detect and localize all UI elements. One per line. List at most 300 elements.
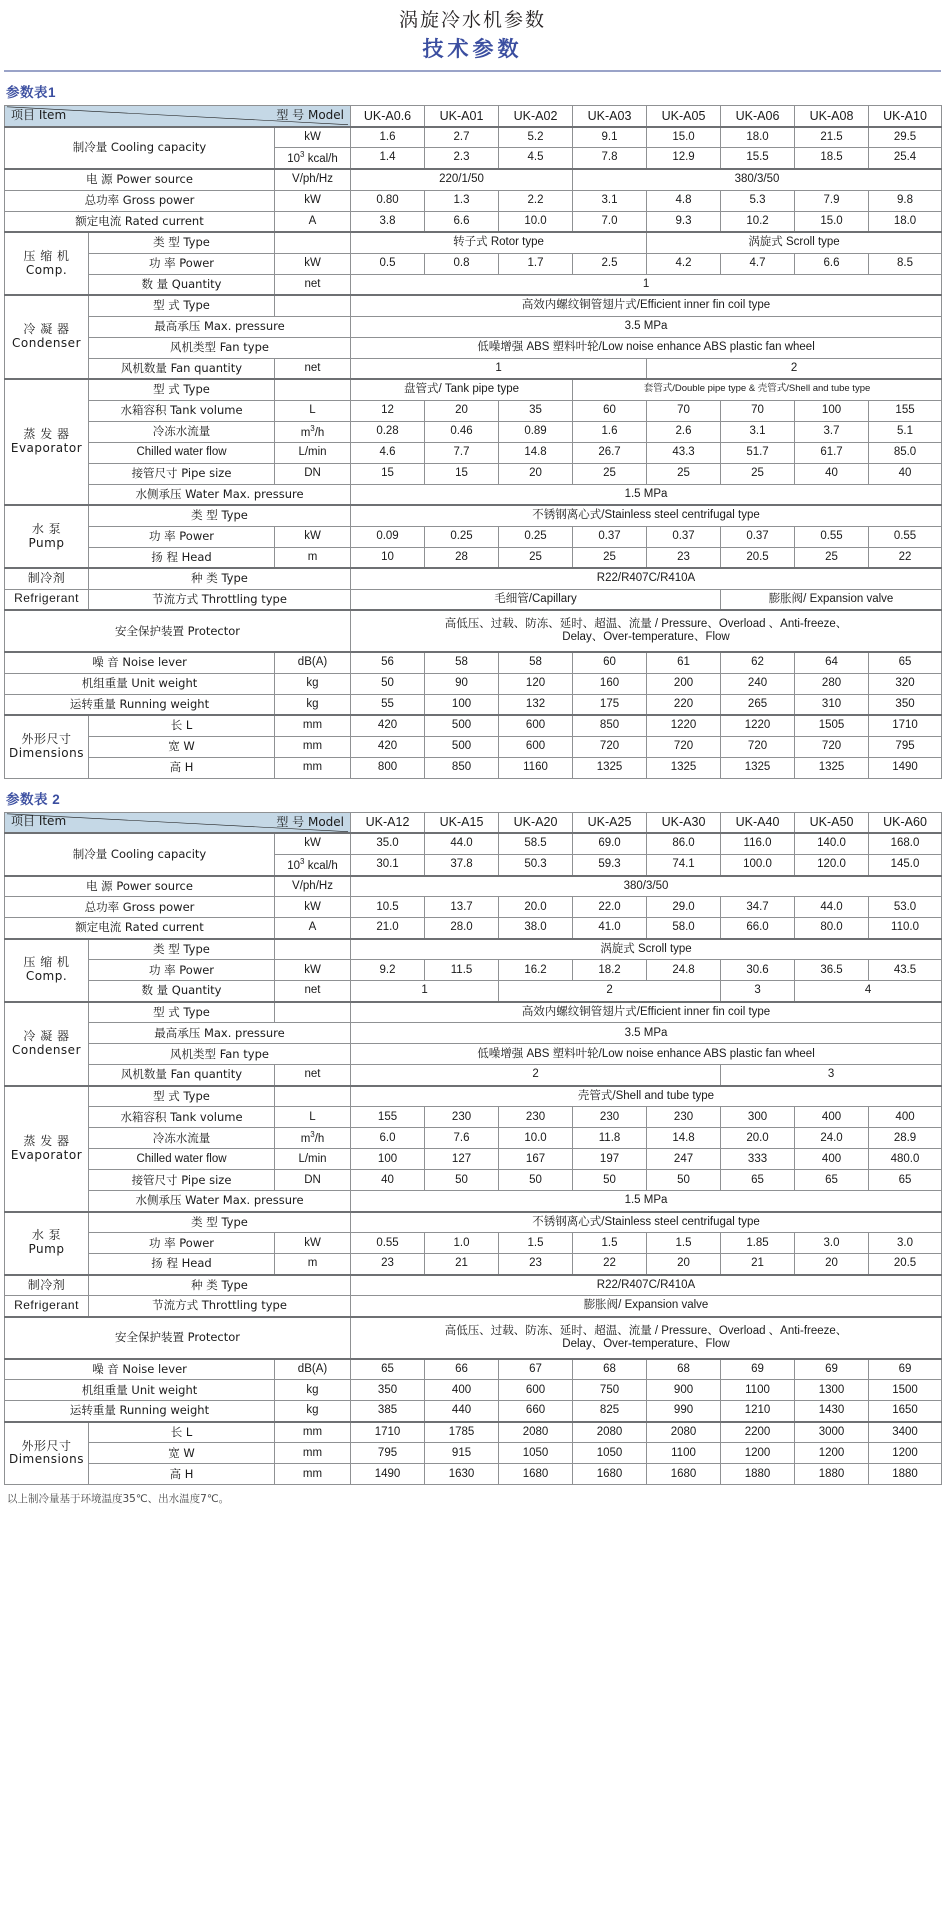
data-cell: 1100 [721,1380,795,1401]
data-cell-quantity: 1 [351,274,942,295]
data-cell: 2080 [499,1422,573,1443]
row-label-pipe-size: 接管尺寸 Pipe size [89,463,275,484]
data-cell-qty: 3 [721,981,795,1002]
row-label-unit-weight: 机组重量 Unit weight [5,1380,275,1401]
data-cell: 1220 [647,715,721,736]
data-cell: 43.5 [869,960,942,981]
data-cell: 795 [869,736,942,757]
data-cell: 3.0 [869,1233,942,1254]
data-cell: 56 [351,652,425,673]
row-label-cond-type: 型 式 Type [89,295,275,316]
data-cell-rotor-type: 转子式 Rotor type [351,232,647,253]
data-cell: 1.6 [573,421,647,442]
group-label-cn: 冷 凝 器 [23,1028,70,1043]
data-cell: 20 [499,463,573,484]
model-column-header: UK-A05 [647,106,721,127]
data-cell: 15 [425,463,499,484]
data-cell: 3.1 [721,421,795,442]
data-cell: 600 [499,736,573,757]
data-cell: 100 [795,400,869,421]
data-cell: 67 [499,1359,573,1380]
data-cell-pressure: 3.5 MPa [351,316,942,337]
data-cell: 1220 [721,715,795,736]
spacer-cell [275,295,351,316]
unit-cell: dB(A) [275,1359,351,1380]
group-label-en: Evaporator [10,441,83,456]
row-label-pump-type: 类 型 Type [89,505,351,526]
data-cell: 6.0 [351,1128,425,1149]
data-cell: 7.9 [795,190,869,211]
table-row [5,715,942,736]
data-cell: 62 [721,652,795,673]
unit-cell: net [275,274,351,295]
model-column-header: UK-A02 [499,106,573,127]
table-row [5,169,942,190]
data-cell: 58.5 [499,833,573,854]
footnote: 以上制冷量基于环境温度35℃、出水温度7℃。 [7,1493,230,1506]
data-cell: 6.6 [425,211,499,232]
unit-cell: kW [275,127,351,148]
row-label-fan-type: 风机类型 Fan type [89,1044,351,1065]
table-row [5,1023,942,1044]
row-label-max-pressure: 最高承压 Max. pressure [89,316,351,337]
data-cell: 20.5 [721,547,795,568]
data-cell: 40 [351,1170,425,1191]
row-label-power-source: 电 源 Power source [5,876,275,897]
data-cell: 0.25 [499,526,573,547]
table-row [5,274,942,295]
group-label-condenser [5,1002,89,1086]
unit-cell: L/min [275,442,351,463]
data-cell: 51.7 [721,442,795,463]
data-cell: 65 [351,1359,425,1380]
group-label-cn: 水 泵 [31,1228,62,1243]
data-cell: 25 [573,463,647,484]
data-cell: 0.5 [351,253,425,274]
data-cell: 23 [647,547,721,568]
group-label-en: Dimensions [8,1452,85,1467]
unit-cell: mm [275,1443,351,1464]
table-row [5,400,942,421]
unit-cell: $m^3/h$ [275,1128,351,1149]
data-cell: 44.0 [425,833,499,854]
data-cell: 1200 [795,1443,869,1464]
model-column-header: UK-A12 [351,812,425,833]
data-cell: 20.5 [869,1254,942,1275]
data-cell: 1630 [425,1464,499,1485]
data-cell: 2080 [647,1422,721,1443]
data-cell: 155 [869,400,942,421]
model-header-label: 型 号 Model [276,108,345,123]
table-row [5,1401,942,1422]
data-cell-fan-qty-1: 1 [351,358,647,379]
data-cell-expansion-valve: 膨胀阀/ Expansion valve [351,1296,942,1317]
model-column-header: UK-A0.6 [351,106,425,127]
table-row [5,568,942,589]
data-cell: 132 [499,694,573,715]
data-cell: 0.37 [721,526,795,547]
table-row [5,421,942,442]
unit-cell: mm [275,1422,351,1443]
data-cell: 68 [573,1359,647,1380]
row-label-running-weight: 运转重量 Running weight [5,1401,275,1422]
data-cell: 247 [647,1149,721,1170]
data-cell: 990 [647,1401,721,1422]
unit-cell: L [275,400,351,421]
row-label-noise: 噪 音 Noise lever [5,652,275,673]
table-row [5,694,942,715]
row-label-comp-power: 功 率 Power [89,960,275,981]
data-cell: 20 [795,1254,869,1275]
table-row [5,652,942,673]
data-cell: 1680 [573,1464,647,1485]
data-cell: 65 [869,652,942,673]
table-row [5,1275,942,1296]
group-label-compressor [5,939,89,1002]
row-label-tank-volume: 水箱容积 Tank volume [89,400,275,421]
data-cell: 1160 [499,757,573,778]
unit-cell: dB(A) [275,652,351,673]
data-cell-expansion-valve: 膨胀阀/ Expansion valve [721,589,942,610]
data-cell: 50 [573,1170,647,1191]
unit-cell: m [275,547,351,568]
data-cell: 66.0 [721,918,795,939]
spacer-cell [275,1086,351,1107]
data-cell: 1.5 [573,1233,647,1254]
data-cell: 40 [869,463,942,484]
table-row [5,1296,942,1317]
spacer-cell [275,939,351,960]
group-label-en: Condenser [12,1042,81,1057]
data-cell: 38.0 [499,918,573,939]
table-row [5,1086,942,1107]
data-cell-fan-type: 低噪增强 ABS 塑料叶轮/Low noise enhance ABS plastic fan wheel [351,337,942,358]
data-cell-capillary: 毛细管/Capillary [351,589,721,610]
data-cell-pump-type: 不锈钢离心式/Stainless steel centrifugal type [351,505,942,526]
row-label-chilled-flow-cn: 冷冻水流量 [89,1128,275,1149]
data-cell: 100.0 [721,854,795,876]
data-cell: 60 [573,400,647,421]
spacer-cell [275,1002,351,1023]
data-cell: 34.7 [721,897,795,918]
data-cell: 0.46 [425,421,499,442]
item-header-label: 项目 Item [11,107,67,122]
data-cell: 14.8 [499,442,573,463]
group-label-cn: 蒸 发 器 [23,1133,70,1148]
data-cell: 35 [499,400,573,421]
data-cell: 1.5 [499,1233,573,1254]
unit-cell: A [275,918,351,939]
data-cell: 720 [721,736,795,757]
data-cell: 18.2 [573,960,647,981]
data-cell: 80.0 [795,918,869,939]
table-row [5,1107,942,1128]
data-cell-power-380: 380/3/50 [573,169,942,190]
data-cell: 160 [573,673,647,694]
data-cell: 37.8 [425,854,499,876]
table-row [5,1380,942,1401]
table-row [5,211,942,232]
spacer-cell [275,232,351,253]
item-header-label: 项目 Item [11,814,67,829]
data-cell: 3400 [869,1422,942,1443]
table-row [5,918,942,939]
row-label-protector: 安全保护装置 Protector [5,1317,351,1359]
data-cell: 21 [425,1254,499,1275]
data-cell: 3000 [795,1422,869,1443]
unit-cell: L [275,1107,351,1128]
data-cell: 350 [869,694,942,715]
data-cell: 400 [869,1107,942,1128]
data-cell: 720 [795,736,869,757]
table1-section-label: 参数表1 [6,85,57,101]
data-cell: 74.1 [647,854,721,876]
table-row [5,736,942,757]
row-label-pipe-size: 接管尺寸 Pipe size [89,1170,275,1191]
data-cell-fan-type: 低噪增强 ABS 塑料叶轮/Low noise enhance ABS plastic fan wheel [351,1044,942,1065]
data-cell: 265 [721,694,795,715]
row-label-water-max-pressure: 水侧承压 Water Max. pressure [89,484,351,505]
data-cell: 25 [499,547,573,568]
data-cell: 11.5 [425,960,499,981]
protector-line-1: 高低压、过载、防冻、延时、超温、流量 / Pressure、Overload 、Anti-freeze、 [444,617,848,630]
row-label-refrigerant-kind: 种 类 Type [89,568,351,589]
data-cell: 15.0 [647,127,721,148]
group-label-evaporator [5,1086,89,1212]
table-row [5,358,942,379]
data-cell: 44.0 [795,897,869,918]
data-cell: 3.1 [573,190,647,211]
group-label-cn: 压 缩 机 [23,248,70,263]
data-cell: 1.5 [647,1233,721,1254]
group-label-compressor [5,232,89,295]
table-row [5,1443,942,1464]
data-cell: 4.8 [647,190,721,211]
data-cell: 795 [351,1443,425,1464]
data-cell: 500 [425,736,499,757]
data-cell: 440 [425,1401,499,1422]
data-cell: 310 [795,694,869,715]
data-cell: 300 [721,1107,795,1128]
data-cell: 16.2 [499,960,573,981]
data-cell: 6.6 [795,253,869,274]
unit-cell: kg [275,1380,351,1401]
data-cell: 13.7 [425,897,499,918]
row-label-pump-type: 类 型 Type [89,1212,351,1233]
group-label-refrigerant-cn: 制冷剂 [5,568,89,589]
unit-cell: V/ph/Hz [275,876,351,897]
data-cell-protector [351,1317,942,1359]
data-cell: 720 [573,736,647,757]
data-cell: 59.3 [573,854,647,876]
data-cell: 1.6 [351,127,425,148]
table-header-row [5,106,942,127]
table-row [5,673,942,694]
data-cell: 1210 [721,1401,795,1422]
data-cell: 1650 [869,1401,942,1422]
unit-cell: mm [275,736,351,757]
data-cell: 1490 [351,1464,425,1485]
data-cell-fan-qty-2: 2 [647,358,942,379]
data-cell: 500 [425,715,499,736]
group-label-en: Evaporator [10,1147,83,1162]
row-label-cooling-capacity: 制冷量 Cooling capacity [5,127,275,170]
data-cell: 420 [351,715,425,736]
data-cell: 85.0 [869,442,942,463]
data-cell: 64 [795,652,869,673]
data-cell: 20.0 [499,897,573,918]
table-row [5,1149,942,1170]
data-cell: 66 [425,1359,499,1380]
data-cell-refrigerant-kinds: R22/R407C/R410A [351,568,942,589]
data-cell: 400 [425,1380,499,1401]
data-cell: 12 [351,400,425,421]
spec-table-1 [4,105,942,779]
table-row [5,232,942,253]
data-cell: 240 [721,673,795,694]
row-label-length: 长 L [89,715,275,736]
group-label-pump [5,505,89,568]
unit-cell: kW [275,897,351,918]
data-cell: 22 [869,547,942,568]
data-cell: 69.0 [573,833,647,854]
data-cell: 14.8 [647,1128,721,1149]
group-label-pump [5,1212,89,1275]
data-cell-qty: 2 [499,981,721,1002]
data-cell: 0.09 [351,526,425,547]
data-cell: 69 [795,1359,869,1380]
data-cell: 127 [425,1149,499,1170]
model-column-header: UK-A60 [869,812,942,833]
data-cell-water-pressure: 1.5 MPa [351,484,942,505]
table-row [5,1254,942,1275]
data-cell: 220 [647,694,721,715]
data-cell: 25 [721,463,795,484]
table-row [5,1422,942,1443]
group-label-cn: 冷 凝 器 [23,322,70,337]
data-cell: 53.0 [869,897,942,918]
table-row [5,876,942,897]
data-cell: 116.0 [721,833,795,854]
group-label-cn: 外形尺寸 [21,732,72,747]
data-cell: 40 [795,463,869,484]
data-cell: 2.3 [425,148,499,170]
data-cell: 7.0 [573,211,647,232]
row-label-height: 高 H [89,1464,275,1485]
data-cell-tank-pipe-type: 盘管式/ Tank pipe type [351,379,573,400]
group-label-cn: 水 泵 [31,521,62,536]
data-cell: 400 [795,1107,869,1128]
row-label-throttling: 节流方式 Throttling type [89,1296,351,1317]
data-cell: 20.0 [721,1128,795,1149]
unit-cell: net [275,1065,351,1086]
model-header-label: 型 号 Model [276,814,345,829]
data-cell: 10.5 [351,897,425,918]
group-label-refrigerant-en: Refrigerant [5,1296,89,1317]
data-cell: 230 [573,1107,647,1128]
data-cell: 65 [795,1170,869,1191]
data-cell: 7.8 [573,148,647,170]
row-label-throttling: 节流方式 Throttling type [89,589,351,610]
data-cell: 350 [351,1380,425,1401]
data-cell: 23 [351,1254,425,1275]
model-column-header: UK-A06 [721,106,795,127]
data-cell: 0.37 [573,526,647,547]
data-cell: 50 [647,1170,721,1191]
data-cell: 4.7 [721,253,795,274]
model-column-header: UK-A20 [499,812,573,833]
data-cell: 70 [647,400,721,421]
data-cell: 230 [425,1107,499,1128]
table-row [5,589,942,610]
data-cell: 28 [425,547,499,568]
model-column-header: UK-A30 [647,812,721,833]
unit-cell: DN [275,1170,351,1191]
data-cell-pressure: 3.5 MPa [351,1023,942,1044]
group-label-dimensions [5,715,89,778]
data-cell: 1430 [795,1401,869,1422]
data-cell: 600 [499,1380,573,1401]
header-corner-cell [5,812,351,833]
data-cell: 70 [721,400,795,421]
group-label-en: Pump [28,1242,65,1257]
data-cell: 385 [351,1401,425,1422]
unit-cell: kg [275,673,351,694]
data-cell: 9.2 [351,960,425,981]
row-label-fan-type: 风机类型 Fan type [89,337,351,358]
data-cell: 900 [647,1380,721,1401]
table-row [5,484,942,505]
data-cell-power-380: 380/3/50 [351,876,942,897]
data-cell: 9.8 [869,190,942,211]
data-cell-fan-qty-2: 2 [351,1065,721,1086]
table-row [5,1464,942,1485]
data-cell: 90 [425,673,499,694]
data-cell: 120 [499,673,573,694]
data-cell: 2.5 [573,253,647,274]
data-cell-double-shell-type: 套管式/Double pipe type & 壳管式/Shell and tube type [573,379,942,400]
row-label-evap-type: 型 式 Type [89,1086,275,1107]
data-cell: 720 [647,736,721,757]
data-cell: 21.0 [351,918,425,939]
data-cell: 1880 [795,1464,869,1485]
data-cell: 280 [795,673,869,694]
data-cell: 11.8 [573,1128,647,1149]
data-cell: 15.5 [721,148,795,170]
data-cell: 1500 [869,1380,942,1401]
unit-cell: kW [275,833,351,854]
table-row [5,833,942,854]
row-label-width: 宽 W [89,736,275,757]
page-title-cn: 涡旋冷水机参数 [398,9,546,31]
data-cell: 3.7 [795,421,869,442]
data-cell: 200 [647,673,721,694]
data-cell: 1100 [647,1443,721,1464]
table-row [5,1233,942,1254]
data-cell: 25 [795,547,869,568]
unit-cell: $10^3$ kcal/h [275,148,351,170]
data-cell: 18.5 [795,148,869,170]
table-row [5,1359,942,1380]
row-label-length: 长 L [89,1422,275,1443]
unit-cell: kW [275,190,351,211]
data-cell: 18.0 [869,211,942,232]
model-column-header: UK-A15 [425,812,499,833]
data-cell-qty: 1 [351,981,499,1002]
table-row [5,960,942,981]
data-cell: 197 [573,1149,647,1170]
data-cell: 1200 [869,1443,942,1464]
